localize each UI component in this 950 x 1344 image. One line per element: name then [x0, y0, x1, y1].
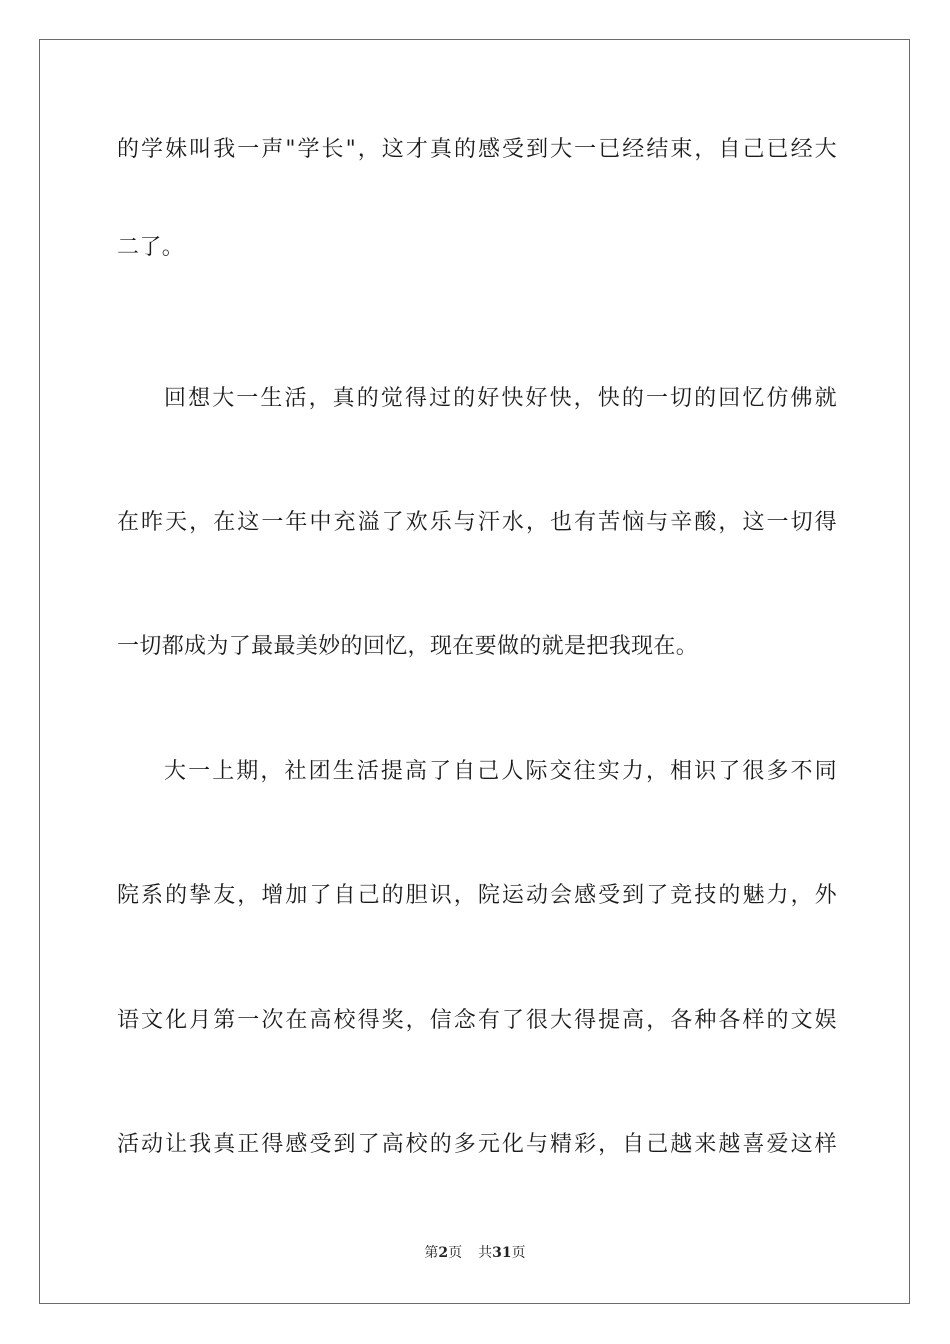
text-line-6: 大一上期，社团生活提高了自己人际交往实力，相识了很多不同 — [164, 759, 837, 784]
total-label-suffix: 页 — [511, 1245, 526, 1261]
text-line-4: 在昨天，在这一年中充溢了欢乐与汗水，也有苦恼与辛酸，这一切得 — [117, 510, 837, 535]
page-number: 2 — [438, 1245, 449, 1261]
page-footer — [0, 1244, 950, 1262]
page-label-suffix: 页 — [448, 1245, 463, 1261]
text-line-8: 语文化月第一次在高校得奖，信念有了很大得提高，各种各样的文娱 — [117, 1008, 837, 1033]
page-border — [39, 39, 910, 1304]
text-line-3: 回想大一生活，真的觉得过的好快好快，快的一切的回忆仿佛就 — [164, 386, 837, 411]
text-line-7: 院系的挚友，增加了自己的胆识，院运动会感受到了竞技的魅力，外 — [117, 883, 837, 908]
total-label-prefix: 共 — [478, 1245, 493, 1261]
text-line-2: 二了。 — [117, 235, 185, 260]
page-label-prefix: 第 — [424, 1245, 439, 1261]
text-line-1: 的学妹叫我一声"学长"，这才真的感受到大一已经结束，自己已经大 — [117, 137, 837, 162]
text-line-5: 一切都成为了最最美妙的回忆，现在要做的就是把我现在。 — [117, 634, 699, 659]
total-pages: 31 — [492, 1245, 512, 1261]
text-line-9: 活动让我真正得感受到了高校的多元化与精彩，自己越来越喜爱这样 — [117, 1132, 837, 1157]
